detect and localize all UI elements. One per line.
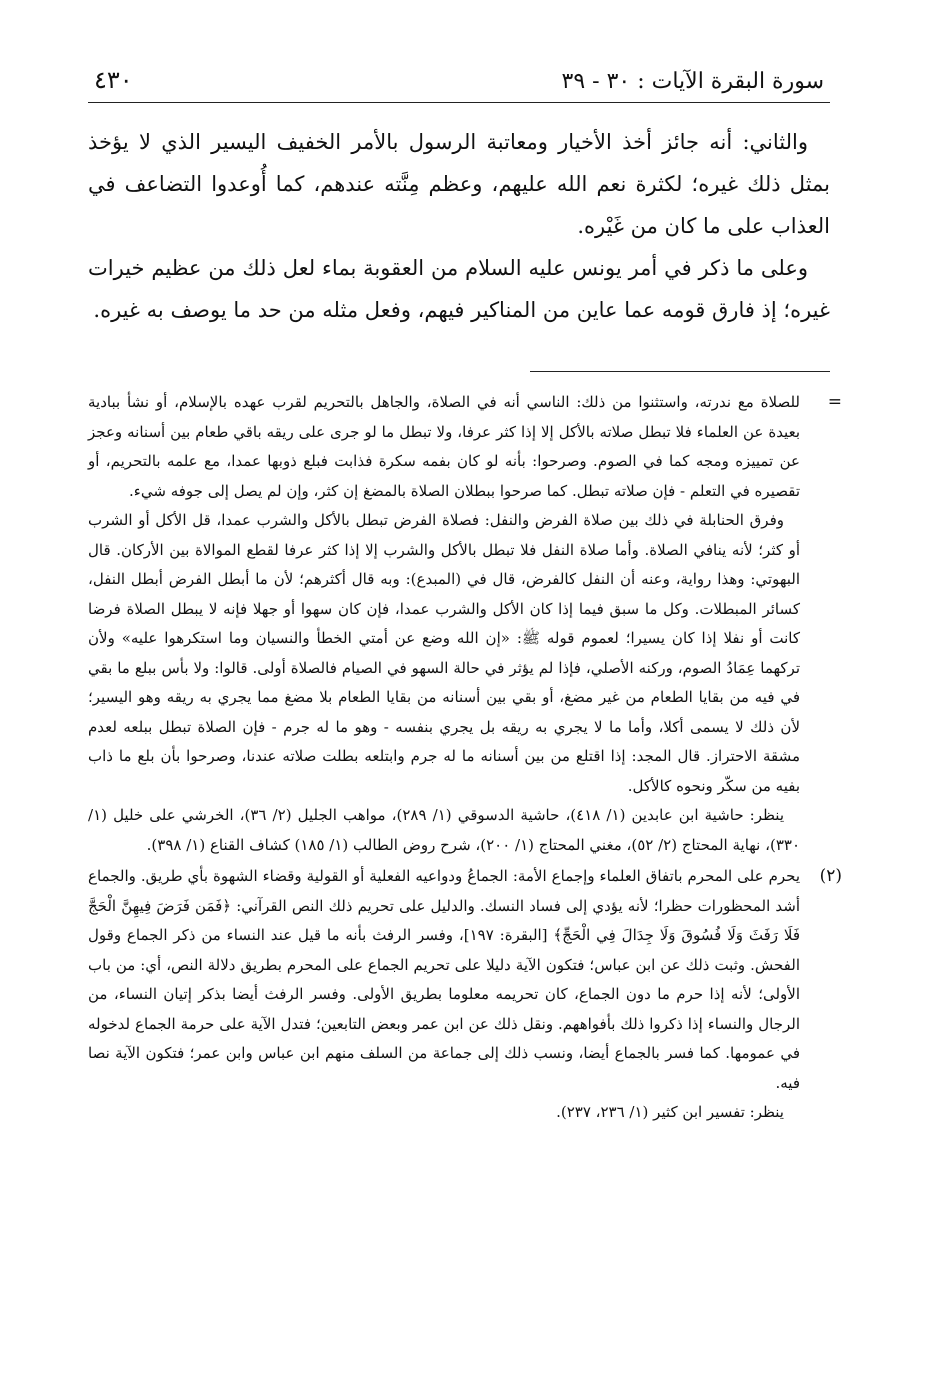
footnote-paragraph: وفرق الحنابلة في ذلك بين صلاة الفرض والنفل: فصلاة الفرض تبطل بالأكل والشرب عمدا، قل الأكل أو الشرب أو كثر؛ لأنه ينافي الصلاة. وأما صلاة النفل فلا تبطل بالأكل والشرب إلا إذا كثر عرفا لقطع الموالاة بين الأركان. قال البهوتي: وهذا رواية، وعنه أن النفل كالفرض، قال في (المبدع): وبه قال أكثرهم؛ لأن ما أبطل الفرض أبطل النفل، كسائر المبطلات. وكل ما سبق فيما إذا كان الأكل والشرب عمدا، فإن كان سهوا أو جهلا فإنه لا يبطل الصلاة فرضا كانت أو نفلا إذا كان يسيرا؛ لعموم قوله ﷺ: «إن الله وضع عن أمتي الخطأ والنسيان وما استكرهوا عليه» ولأن تركهما عِمَادُ الصوم، وركنه الأصلي، فإذا لم يؤثر في حالة السهو في الصيام فالصلاة أولى. قالوا: ولا بأس ببلع ما بقي في فيه من بقايا الطعام من غير مضغ، أو بقي بين أسنانه من بقايا الطعام بلا مضغ مما يجري به ريقه وهو اليسير؛ لأن ذلك لا يسمى أكلا، وأما ما لا يجري به ريقه بل يجري بنفسه - وهو ما له جرم - فإن الصلاة تبطل ببلعه لعدم مشقة الاحتراز. قال المجد: إذا اقتلع من بين أسنانه ما له جرم وابتلعه بطلت صلاته عندنا، وصرحوا بأن بلع ما ذاب بفيه من سكّر ونحوه كالأكل.	[88, 511, 800, 795]
continuation-marker: =	[827, 392, 842, 412]
footnotes	[88, 388, 842, 1128]
footnote-separator	[530, 371, 830, 372]
footnote-references: ينظر: تفسير ابن كثير (١/ ٢٣٦، ٢٣٧).	[556, 1103, 784, 1121]
page-number: ٤٣٠	[94, 66, 133, 94]
footnote-paragraph: يحرم على المحرم باتفاق العلماء وإجماع الأمة: الجماعُ ودواعيه الفعلية أو القولية وقضاء الشهوة بأي طريق. والجماع أشد المحظورات حظرا؛ لأنه يؤدي إلى فساد النسك. والدليل على تحريم ذلك النص القرآني: ﴿فَمَن فَرَضَ فِيهِنَّ الْحَجَّ فَلَا رَفَثَ وَلَا فُسُوقَ وَلَا جِدَالَ فِي الْحَجِّ﴾ [البقرة: ١٩٧]، وفسر الرفث بأنه ما قيل عند النساء من ذكر الجماع وقول الفحش. وثبت ذلك عن ابن عباس؛ فتكون الآية دليلا على تحريم الجماع على المحرم بطريق دلالة النص، أي: من باب الأولى؛ لأنه إذا حرم ما دون الجماع، كان تحريمه معلوما بطريق الأولى. وفسر الرفث أيضا بذكر إتيان النساء، من الرجال والنساء إذا ذكروا ذلك بأفواههم. ونقل ذلك عن ابن عمر وبعض التابعين؛ فتدل الآية على حرمة الجماع لدخوله في عمومها. كما فسر بالجماع أيضا، ونسب ذلك إلى جماعة من السلف منهم ابن عباس وابن عمر؛ فتكون الآية نصا فيه.	[88, 867, 800, 1092]
main-paragraph-1: والثاني: أنه جائز أخذ الأخيار ومعاتبة الرسول بالأمر الخفيف اليسير الذي لا يؤخذ بمثل ذلك غيره؛ لكثرة نعم الله عليهم، وعظم مِنَّته عندهم، كما أُوعدوا التضاعف في العذاب على ما كان من غَيْره.	[88, 130, 830, 238]
footnote-paragraph: للصلاة مع ندرته، واستثنوا من ذلك: الناسي أنه في الصلاة، والجاهل بالتحريم لقرب عهده بالإسلام، أو نشأ ببادية بعيدة عن العلماء فلا تبطل صلاته بالأكل إلا إذا كثر عرفا، ولا تبطل ما لو جرى على ريقه باقي طعام بين أسنانه وعجز عن تمييزه ومجه كما في الصوم. وصرحوا: بأنه لو كان بفمه سكرة فذابت فبلع ذوبها عمدا، مع علمه بالتحريم، أو تقصيره في التعلم - فإن صلاته تبطل. كما صرحوا ببطلان الصلاة بالمضغ إن كثر، وإن لم يصل إلى جوفه شيء.	[88, 393, 800, 500]
main-paragraph-2: وعلى ما ذكر في أمر يونس عليه السلام من العقوبة بماء لعل ذلك من عظيم خيرات غيره؛ إذ فارق قومه عما عاين من المناكير فيهم، وفعل مثله من حد ما يوصف به غيره.	[88, 256, 830, 322]
footnote-number: (٢)	[819, 866, 842, 886]
main-text	[88, 121, 830, 331]
page-header	[88, 66, 830, 103]
running-title: سورة البقرة الآيات : ٣٠ - ٣٩	[561, 69, 824, 94]
footnote-2	[88, 862, 842, 1128]
footnote-continued	[88, 388, 842, 860]
footnote-references: ينظر: حاشية ابن عابدين (١/ ٤١٨)، حاشية الدسوقي (١/ ٢٨٩)، مواهب الجليل (٢/ ٣٦)، الخرشي على خليل (١/ ٣٣٠)، نهاية المحتاج (٢/ ٥٢)، مغني المحتاج (١/ ٢٠٠)، شرح روض الطالب (١/ ١٨٥) كشاف القناع (١/ ٣٩٨).	[88, 806, 800, 854]
